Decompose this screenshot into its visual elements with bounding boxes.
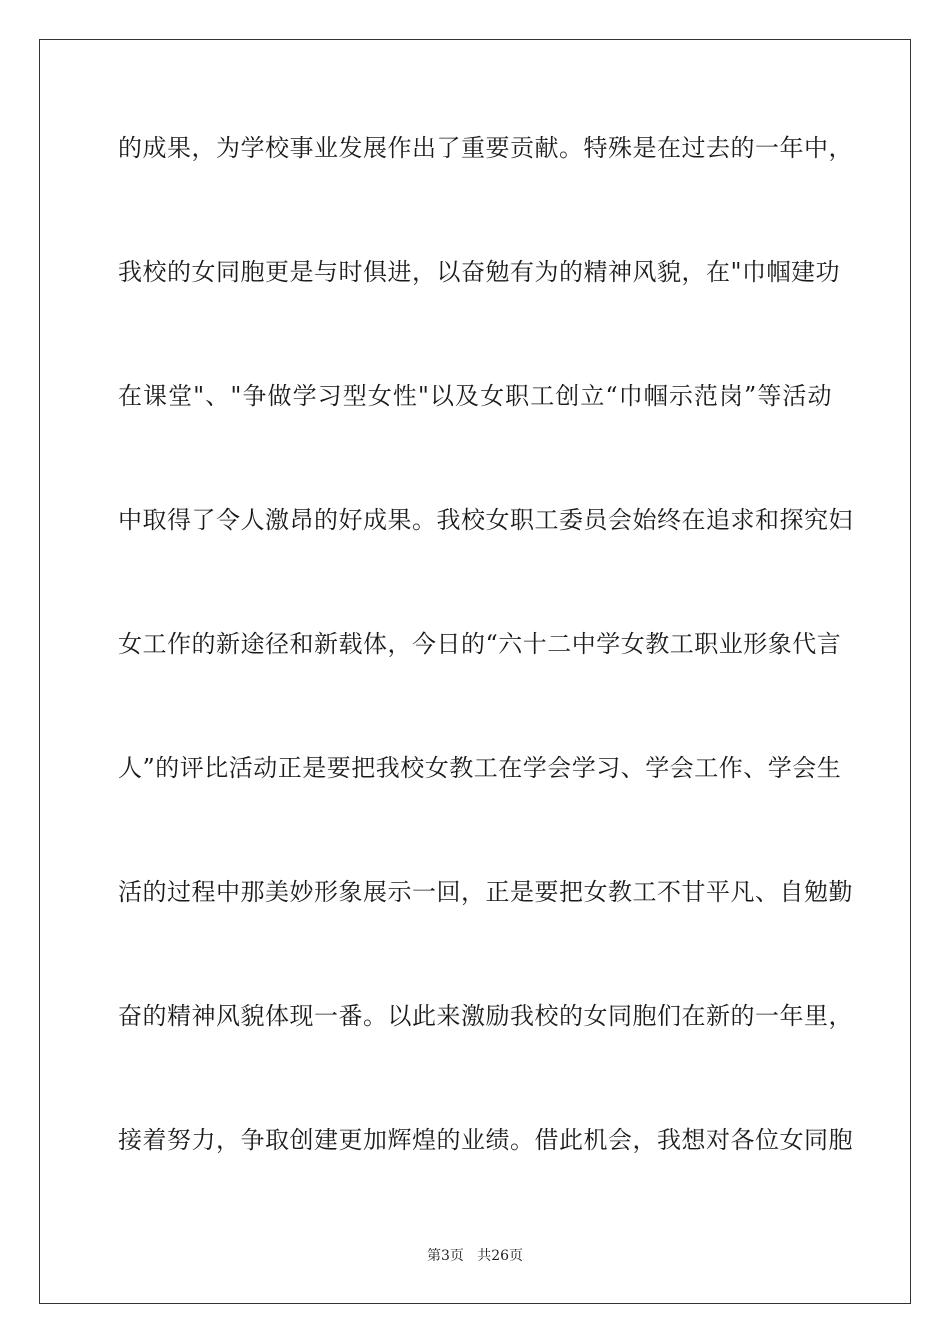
body-line: 的成果，为学校事业发展作出了重要贡献。特殊是在过去的一年中， (118, 134, 853, 162)
body-line: 我校的女同胞更是与时俱进，以奋勉有为的精神风貌，在"巾帼建功 (118, 258, 841, 286)
body-line: 中取得了令人激昂的好成果。我校女职工委员会始终在追求和探究妇 (118, 506, 853, 534)
page-number-footer: 第3页 共26页 (426, 1248, 524, 1264)
body-line: 女工作的新途径和新载体，今日的“六十二中学女教工职业形象代言 (118, 630, 842, 658)
body-line: 接着努力，争取创建更加辉煌的业绩。借此机会，我想对各位女同胞 (118, 1126, 853, 1154)
body-line: 活的过程中那美妙形象展示一回，正是要把女教工不甘平凡、自勉勤 (118, 878, 853, 906)
document-body (118, 118, 853, 1234)
body-line: 人”的评比活动正是要把我校女教工在学会学习、学会工作、学会生 (118, 754, 842, 782)
body-line: 在课堂"、"争做学习型女性"以及女职工创立“巾帼示范岗”等活动 (118, 382, 832, 410)
body-line: 奋的精神风貌体现一番。以此来激励我校的女同胞们在新的一年里， (118, 1002, 853, 1030)
